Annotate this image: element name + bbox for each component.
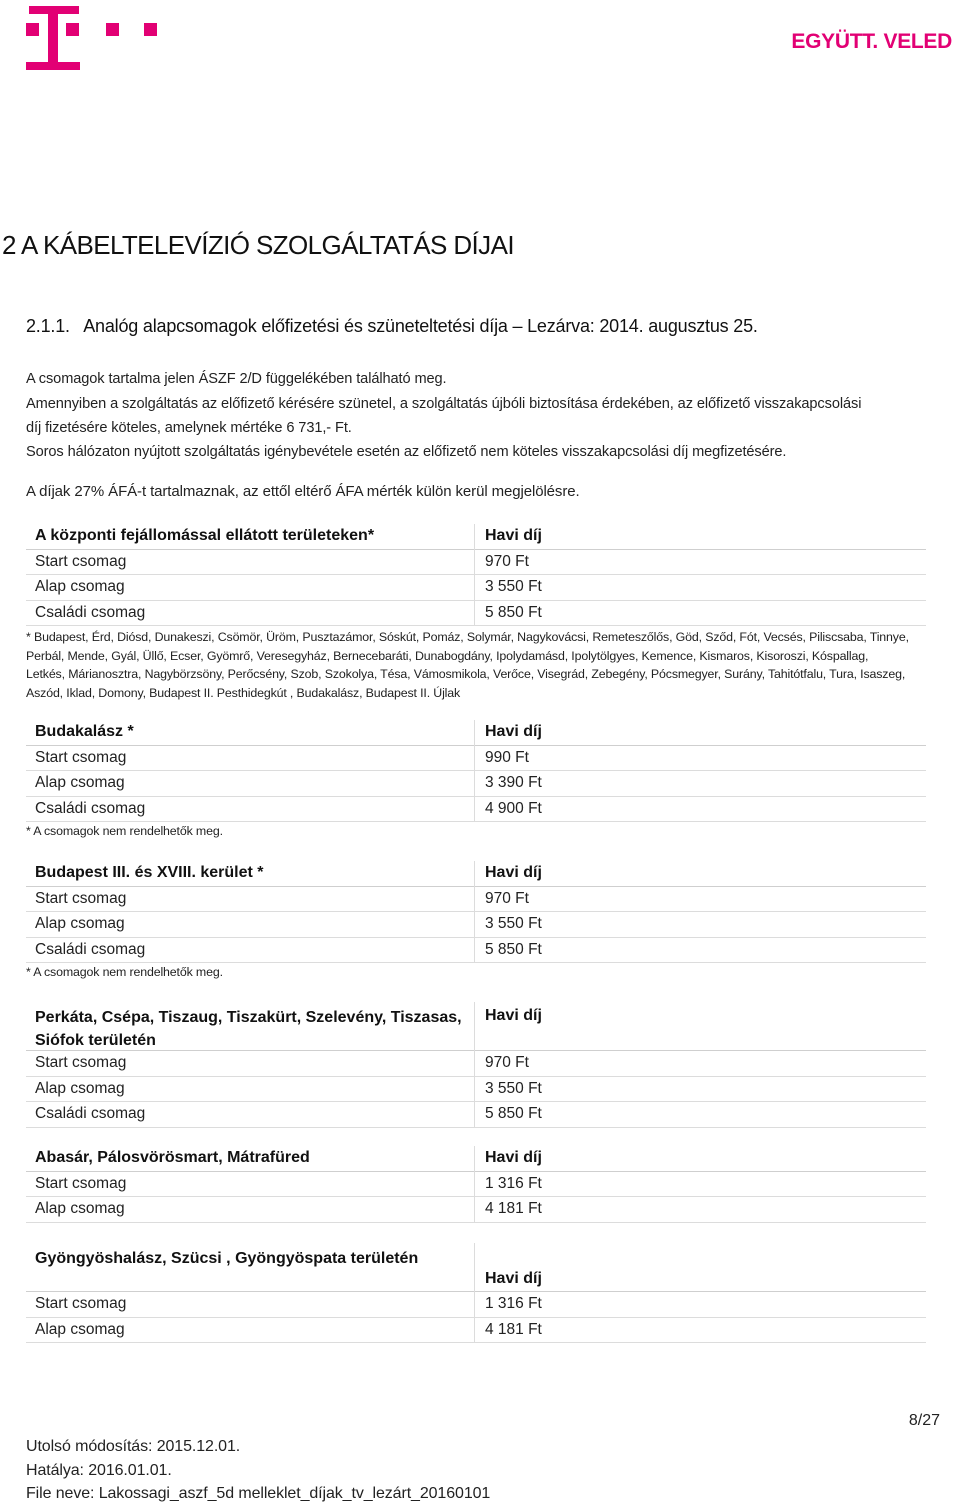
area-title: A központi fejállomással ellátott területeken* xyxy=(35,527,375,544)
table-row xyxy=(26,1051,926,1077)
fee-table-perkata-siofok xyxy=(26,1002,926,1128)
area-title: Gyöngyöshalász, Szücsi , Gyöngyöspata területén xyxy=(35,1250,419,1267)
table-row xyxy=(26,601,926,627)
table-row xyxy=(26,887,926,913)
package-fee: 5 850 Ft xyxy=(485,603,542,621)
table-row xyxy=(26,1172,926,1198)
table-header-row xyxy=(26,1002,926,1051)
package-fee: 5 850 Ft xyxy=(485,940,542,958)
package-fee: 970 Ft xyxy=(485,552,529,570)
table-row xyxy=(26,550,926,576)
package-name: Start csomag xyxy=(35,889,127,907)
package-name: Alap csomag xyxy=(35,915,125,932)
table-header-row xyxy=(26,1243,926,1292)
package-name: Start csomag xyxy=(35,552,127,570)
package-name: Családi csomag xyxy=(35,1105,146,1122)
footer-modified: Utolsó módosítás: 2015.12.01. xyxy=(26,1438,241,1455)
package-fee: 1 316 Ft xyxy=(485,1295,542,1312)
package-fee: 990 Ft xyxy=(485,748,529,766)
package-name: Alap csomag xyxy=(35,1200,125,1217)
footnote-line: Aszód, Iklad, Domony, Budapest II. Pesthidegkút , Budakalász, Budapest II. Újlak xyxy=(26,685,461,700)
package-fee: 1 316 Ft xyxy=(485,1174,542,1192)
package-fee: 3 550 Ft xyxy=(485,1079,542,1097)
table-row xyxy=(26,1318,926,1344)
table-header-row xyxy=(26,720,926,746)
package-name: Alap csomag xyxy=(35,1320,125,1338)
area-footnote xyxy=(26,822,926,841)
footer-filename: File neve: Lakossagi_aszf_5d melleklet_díjak_tv_lezárt_20160101 xyxy=(26,1485,491,1502)
fee-table-budakalasz xyxy=(26,720,926,841)
table-header-row xyxy=(26,1146,926,1172)
fee-header: Havi díj xyxy=(485,864,542,881)
package-name: Családi csomag xyxy=(35,940,146,958)
fee-table-central xyxy=(26,524,926,702)
table-row xyxy=(26,1102,926,1128)
package-fee: 3 550 Ft xyxy=(485,578,542,595)
area-title: Budakalász * xyxy=(35,723,134,740)
fee-header: Havi díj xyxy=(485,1270,542,1287)
table-row xyxy=(26,1077,926,1103)
area-footnote xyxy=(26,963,926,982)
area-title-line: Siófok területén xyxy=(35,1032,156,1049)
area-title: Budapest III. és XVIII. kerület * xyxy=(35,864,264,881)
fee-header: Havi díj xyxy=(485,1149,542,1166)
table-header-row xyxy=(26,861,926,887)
package-name: Start csomag xyxy=(35,1295,127,1312)
brand-tagline: EGYÜTT. VELED xyxy=(791,30,952,53)
package-name: Start csomag xyxy=(35,1054,127,1071)
subsection-title: 2.1.1. Analóg alapcsomagok előfizetési és szüneteltetési díja – Lezárva: 2014. augusztus 25. xyxy=(26,316,758,336)
intro-line-3: díj fizetésére köteles, amelynek mértéke 6 731,- Ft. xyxy=(26,420,352,436)
package-fee: 970 Ft xyxy=(485,889,529,907)
intro-line-1: A csomagok tartalma jelen ÁSZF 2/D függelékében található meg. xyxy=(26,371,447,387)
footnote-line: Letkés, Márianosztra, Nagybörzsöny, Perőcsény, Szob, Szokolya, Tésa, Vámosmikola, Verőce, Visegrád, Zebegény, Pócsmegyer, Surány, Tahitótfalu, Tura, Isaszeg, xyxy=(26,667,906,682)
table-row xyxy=(26,938,926,964)
package-fee: 5 850 Ft xyxy=(485,1105,542,1122)
package-name: Alap csomag xyxy=(35,1079,125,1097)
area-footnote xyxy=(26,626,926,702)
package-name: Családi csomag xyxy=(35,603,146,621)
table-row xyxy=(26,1197,926,1223)
page-number: 8/27 xyxy=(908,1412,940,1429)
package-fee: 3 550 Ft xyxy=(485,915,542,932)
package-name: Start csomag xyxy=(35,1174,127,1192)
fee-table-budapest-iii-xviii xyxy=(26,861,926,982)
area-title-line: Perkáta, Csépa, Tiszaug, Tiszakürt, Szelevény, Tiszasas, xyxy=(35,1009,462,1026)
package-name: Alap csomag xyxy=(35,578,125,595)
package-name: Alap csomag xyxy=(35,774,125,791)
package-fee: 4 181 Ft xyxy=(485,1200,542,1217)
table-header-row xyxy=(26,524,926,550)
fee-header: Havi díj xyxy=(485,527,542,544)
package-fee: 3 390 Ft xyxy=(485,774,542,791)
table-row xyxy=(26,912,926,938)
table-row xyxy=(26,797,926,823)
intro-line-4: Soros hálózaton nyújtott szolgáltatás igénybevétele esetén az előfizető nem köteles visszakapcsolási díj megfizetésére. xyxy=(26,444,787,460)
table-row xyxy=(26,575,926,601)
fee-header: Havi díj xyxy=(485,1007,542,1024)
package-name: Start csomag xyxy=(35,748,127,766)
fee-table-abasar xyxy=(26,1146,926,1223)
package-fee: 4 900 Ft xyxy=(485,799,542,817)
area-title xyxy=(35,1006,465,1052)
footer-effective: Hatálya: 2016.01.01. xyxy=(26,1462,172,1479)
fee-header: Havi díj xyxy=(485,723,542,740)
footnote-line: * A csomagok nem rendelhetők meg. xyxy=(26,824,223,838)
table-row xyxy=(26,746,926,772)
section-title: 2 A KÁBELTELEVÍZIÓ SZOLGÁLTATÁS DÍJAI xyxy=(2,230,514,260)
fee-table-gyongyoshalasz xyxy=(26,1243,926,1343)
vat-note: A díjak 27% ÁFÁ-t tartalmaznak, az ettől eltérő ÁFA mérték külön kerül megjelölésre. xyxy=(26,483,580,500)
table-row xyxy=(26,771,926,797)
telekom-logo xyxy=(26,6,166,70)
package-name: Családi csomag xyxy=(35,799,146,817)
package-fee: 970 Ft xyxy=(485,1054,529,1071)
area-title: Abasár, Pálosvörösmart, Mátrafüred xyxy=(35,1149,310,1166)
footnote-line: * Budapest, Érd, Diósd, Dunakeszi, Csömör, Üröm, Pusztazámor, Sóskút, Pomáz, Solymár, Nagykovácsi, Remeteszőlős, Göd, Sződ, Fót, Vecsés, Piliscsaba, Tinnye, xyxy=(26,630,909,644)
package-fee: 4 181 Ft xyxy=(485,1320,542,1338)
footnote-line: Perbál, Mende, Gyál, Üllő, Ecser, Gyömrő, Veresegyház, Bernecebaráti, Dunabogdány, Ipolydamásd, Ipolytölgyes, Kemence, Kismaros, Kisoroszi, Kóspallag, xyxy=(26,648,869,663)
footnote-line: * A csomagok nem rendelhetők meg. xyxy=(26,965,223,979)
intro-line-2: Amennyiben a szolgáltatás az előfizető kérésére szünetel, a szolgáltatás újbóli biztosítása érdekében, az előfizető visszakapcsolási xyxy=(26,396,862,412)
table-row xyxy=(26,1292,926,1318)
